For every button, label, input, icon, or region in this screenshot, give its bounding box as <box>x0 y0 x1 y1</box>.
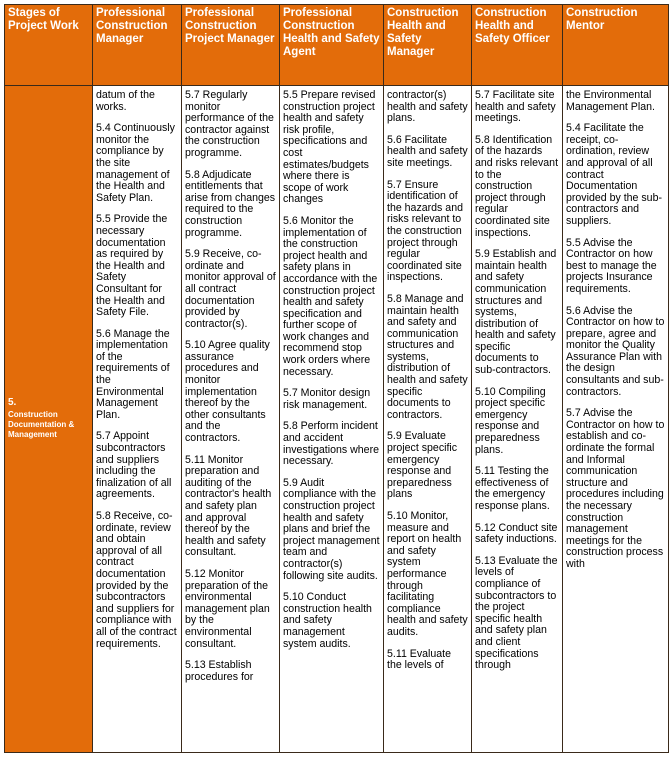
cell-paragraph: 5.10 Compiling project specific emergency response and preparedness plans. <box>475 385 546 456</box>
cell-paragraph: 5.10 Conduct construction health and safety management system audits. <box>283 591 372 650</box>
cell-paragraph: 5.6 Monitor the implementation of the construction project health and safety plans in accordance with the construction project health and safety specification and further scope of work changes and recommend stop work orders where necessary. <box>283 214 378 378</box>
cell-paragraph: 5.6 Manage the implementation of the requirements of the Environmental Management Plan. <box>96 327 170 421</box>
header-stages: Stages of Project Work <box>5 5 93 86</box>
cell-professional-construction-project-manager <box>182 86 280 753</box>
cell-paragraph: 5.9 Receive, co-ordinate and monitor approval of all contract documentation provided by contractor(s). <box>185 248 276 330</box>
cell-paragraph: 5.7 Advise the Contractor on how to establish and co-ordinate the formal and Informal communication structure and procedures including the necessary construction management meetings for the construction process with <box>566 407 665 570</box>
cell-paragraph: 5.7 Regularly monitor performance of the contractor against the construction programme. <box>185 89 274 159</box>
cell-paragraph: 5.9 Evaluate project specific emergency response and preparedness plans <box>387 430 458 501</box>
cell-paragraph: 5.7 Monitor design risk management. <box>283 387 371 411</box>
stage-cell <box>5 86 93 753</box>
header-professional-construction-manager: Professional Construction Manager <box>93 5 182 86</box>
stage-name: Construction Documentation & Management <box>8 410 75 439</box>
cell-health-safety-agent <box>280 86 384 753</box>
cell-paragraph: 5.8 Perform incident and accident investigations where necessary. <box>283 420 379 468</box>
roles-table <box>4 4 669 753</box>
cell-paragraph: contractor(s) health and safety plans. <box>387 89 468 125</box>
cell-paragraph: the Environmental Management Plan. <box>566 89 655 113</box>
cell-paragraph: datum of the works. <box>96 89 155 113</box>
cell-paragraph: 5.6 Advise the Contractor on how to prepare, agree and monitor the Quality Assurance Plan with the design consultants and sub-contractors. <box>566 304 665 398</box>
cell-professional-construction-manager <box>93 86 182 753</box>
cell-health-safety-officer <box>472 86 563 753</box>
cell-paragraph: 5.4 Continuously monitor the compliance by the site management of the Health and Safety Plan. <box>96 122 175 204</box>
cell-paragraph: 5.13 Establish procedures for <box>185 659 254 683</box>
cell-paragraph: 5.6 Facilitate health and safety site meetings. <box>387 133 468 169</box>
stage-number: 5. <box>8 397 17 408</box>
cell-paragraph: 5.8 Receive, co-ordinate, review and obtain approval of all contract documentation provided by the subcontractors and suppliers for compliance with all of the contract requirements. <box>96 510 177 650</box>
table-row <box>5 86 669 753</box>
cell-paragraph: 5.9 Audit compliance with the construction project health and safety plans and brief the project management team and contractor(s) following site audits. <box>283 476 380 582</box>
cell-paragraph: 5.4 Facilitate the receipt, co-ordination, review and approval of all contract Documentation provided by the sub-contractors and suppliers. <box>566 122 662 227</box>
header-health-safety-officer: Construction Health and Safety Officer <box>472 5 563 86</box>
cell-paragraph: 5.10 Agree quality assurance procedures and monitor implementation thereof by the other consultants and the contractors. <box>185 339 270 445</box>
cell-paragraph: 5.12 Conduct site safety inductions. <box>475 521 558 546</box>
cell-paragraph: 5.11 Monitor preparation and auditing of the contractor's health and safety plan and approval thereof by the health and safety consultant. <box>185 453 272 559</box>
cell-paragraph: 5.5 Advise the Contractor on how best to manage the projects Insurance requirements. <box>566 236 657 295</box>
cell-construction-mentor <box>563 86 669 753</box>
cell-paragraph: 5.13 Evaluate the levels of compliance of subcontractors to the project specific health and safety plan and client specifications through <box>475 554 558 672</box>
cell-paragraph: 5.5 Provide the necessary documentation as required by the Health and Safety Consultant for the Health and Safety File. <box>96 213 168 319</box>
cell-paragraph: 5.8 Manage and maintain health and safety and communication structures and systems, distribution of health and safety specific documents to contractors. <box>387 292 468 421</box>
header-professional-construction-project-manager: Professional Construction Project Manager <box>182 5 280 86</box>
cell-paragraph: 5.12 Monitor preparation of the environmental management plan by the environmental consultant. <box>185 567 270 650</box>
cell-paragraph: 5.8 Adjudicate entitlements that arise from changes required to the construction programme. <box>185 168 276 239</box>
cell-paragraph: 5.8 Identification of the hazards and risks relevant to the construction project through regular coordinated site inspections. <box>475 133 559 239</box>
cell-paragraph: 5.9 Establish and maintain health and safety communication structures and systems, distribution of health and safety specific documents to sub-contractors. <box>475 248 557 377</box>
cell-paragraph: 5.5 Prepare revised construction project health and safety risk profile, specifications and cost estimates/budgets where there is scope of work changes <box>283 89 376 206</box>
cell-paragraph: 5.7 Facilitate site health and safety meetings. <box>475 89 556 125</box>
header-health-safety-manager: Construction Health and Safety Manager <box>384 5 472 86</box>
cell-paragraph: 5.7 Ensure identification of the hazards and risks relevant to the construction project through regular coordinated site inspections. <box>387 178 463 284</box>
header-row <box>5 5 669 86</box>
cell-paragraph: 5.7 Appoint subcontractors and suppliers including the finalization of all agreements. <box>96 430 172 501</box>
cell-paragraph: 5.10 Monitor, measure and report on health and safety system performance through facilitating compliance health and safety audits. <box>387 510 468 638</box>
cell-health-safety-manager <box>384 86 472 753</box>
cell-paragraph: 5.11 Testing the effectiveness of the emergency response plans. <box>475 465 550 512</box>
header-construction-mentor: Construction Mentor <box>563 5 669 86</box>
cell-paragraph: 5.11 Evaluate the levels of <box>387 647 452 672</box>
header-health-safety-agent: Professional Construction Health and Safety Agent <box>280 5 384 86</box>
